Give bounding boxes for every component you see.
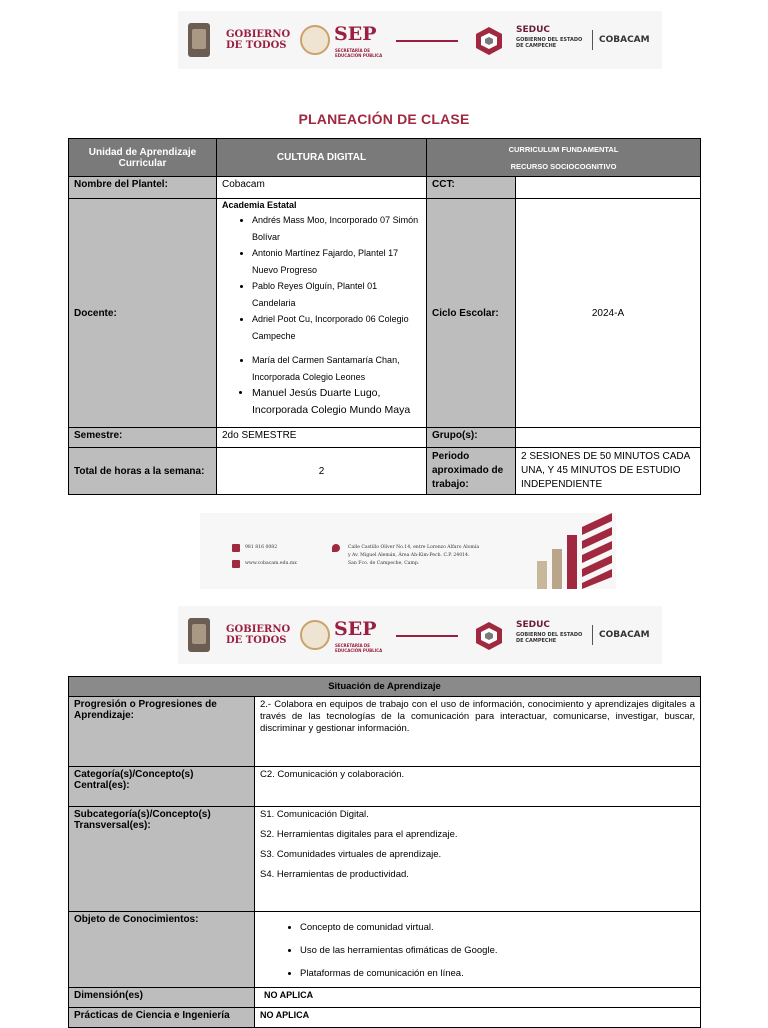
gobierno-de-todos-logo	[226, 29, 290, 51]
practicas-value: NO APLICA	[255, 1008, 701, 1028]
planeacion-table	[68, 138, 701, 495]
cobacam-text: COBACAM	[599, 35, 650, 45]
seduc-sub-line2: DE CAMPECHE	[516, 43, 557, 49]
dimension-value: NO APLICA	[255, 988, 701, 1008]
sep-logo-text: SEP	[334, 618, 377, 640]
semestre-label: Semestre:	[69, 428, 217, 448]
list-item: • Uso de las herramientas ofimáticas de Google.	[300, 939, 695, 962]
vertical-separator	[592, 30, 593, 50]
uac-value: CULTURA DIGITAL	[217, 139, 427, 177]
situacion-table	[68, 676, 701, 1028]
categoria-value: C2. Comunicación y colaboración.	[255, 767, 701, 807]
sep-emblem-logo	[300, 25, 330, 55]
docente-cell	[217, 199, 427, 428]
semestre-value: 2do SEMESTRE	[217, 428, 427, 448]
plantel-label: Nombre del Plantel:	[69, 177, 217, 199]
campeche-seal-logo	[188, 23, 210, 57]
list-item: • Andrés Mass Moo, Incorporado 07 Simón Bolívar	[252, 212, 421, 245]
seduc-sub-line1: GOBIERNO DEL ESTADO	[516, 632, 583, 638]
seduc-text: SEDUC	[516, 620, 551, 630]
gobierno-text: GOBIERNO	[226, 29, 291, 40]
seduc-logo-icon	[474, 26, 504, 56]
list-item: • Adriel Poot Cu, Incorporado 06 Colegio Campeche	[252, 311, 421, 344]
sep-sub-line1: SECRETARÍA DE	[335, 643, 370, 648]
grupo-label: Grupo(s):	[427, 428, 516, 448]
horas-value: 2	[217, 448, 427, 495]
gobierno-text: GOBIERNO	[226, 624, 291, 635]
curriculum-line1: CURRICULUM FUNDAMENTAL	[508, 144, 619, 154]
categoria-label: Categoría(s)/Concepto(s) Central(es):	[69, 767, 255, 807]
footer-address	[348, 544, 479, 568]
grupo-value	[516, 428, 701, 448]
sep-logo-text: SEP	[334, 23, 377, 45]
divider-line	[396, 40, 458, 42]
web-icon	[232, 560, 240, 568]
list-item: • Concepto de comunidad virtual.	[300, 916, 695, 939]
cct-label: CCT:	[427, 177, 516, 199]
gobierno-de-todos-logo	[226, 624, 290, 646]
list-item: S2. Herramientas digitales para el aprendizaje.	[260, 829, 458, 840]
list-item: • Antonio Martínez Fajardo, Plantel 17 Nuevo Progreso	[252, 245, 421, 278]
docente-label: Docente:	[69, 199, 217, 428]
footer-phone: 981 816 0082	[245, 545, 278, 550]
list-item: S3. Comunidades virtuales de aprendizaje.	[260, 849, 442, 860]
curriculum-line2: RECURSO SOCIOCOGNITIVO	[510, 161, 617, 171]
plantel-value: Cobacam	[217, 177, 427, 199]
sep-sub-line2: EDUCACIÓN PÚBLICA	[335, 53, 383, 58]
sep-subtitle	[335, 48, 382, 58]
seduc-sub-line2: DE CAMPECHE	[516, 638, 557, 644]
uac-label: Unidad de Aprendizaje Curricular	[69, 139, 217, 177]
campeche-seal-logo	[188, 618, 210, 652]
sep-emblem-logo	[300, 620, 330, 650]
page-title: PLANEACIÓN DE CLASE	[298, 111, 470, 127]
progresion-label: Progresión o Progresiones de Aprendizaje:	[69, 697, 255, 767]
cct-value	[516, 177, 701, 199]
ciclo-value: 2024-A	[516, 199, 701, 428]
academia-heading: Academia Estatal	[222, 200, 297, 210]
footer-web: www.cobacam.edu.mx	[245, 561, 297, 566]
progresion-value: 2.- Colabora en equipos de trabajo con el uso de información, conocimiento y aprendizajes digitales a través de las tecnologías de la comunicación para interactuar, comunicarse, investigar, buscar, discriminar y gestionar información.	[255, 697, 701, 767]
footer-banner	[200, 513, 616, 589]
phone-icon	[232, 544, 240, 552]
cobacam-text: COBACAM	[599, 630, 650, 640]
address-line3: San Fco. de Campeche, Camp.	[348, 561, 420, 566]
seduc-subtitle	[516, 37, 582, 49]
dimension-label: Dimensión(es)	[69, 988, 255, 1008]
subcategoria-cell	[255, 807, 701, 912]
sep-sub-line1: SECRETARÍA DE	[335, 48, 370, 53]
address-line2: y Av. Miguel Alemán, Área Ah-Kim-Pech. C.P. 24014.	[348, 553, 470, 558]
vertical-separator	[592, 625, 593, 645]
ciclo-label: Ciclo Escolar:	[427, 199, 516, 428]
seduc-text: SEDUC	[516, 25, 551, 35]
seduc-sub-line1: GOBIERNO DEL ESTADO	[516, 37, 583, 43]
periodo-value: 2 SESIONES DE 50 MINUTOS CADA UNA, Y 45 MINUTOS DE ESTUDIO INDEPENDIENTE	[516, 448, 701, 495]
de-todos-text: DE TODOS	[226, 40, 287, 51]
address-line1: Calle Castillo Oliver No.14, entre Lorenzo Alfaro Alomía	[348, 545, 480, 550]
docente-list	[222, 212, 421, 419]
list-item: • María del Carmen Santamaría Chan, Incorporada Colegio Leones	[252, 352, 421, 385]
subcategoria-label: Subcategoría(s)/Concepto(s) Transversal(es):	[69, 807, 255, 912]
seduc-logo-icon	[474, 621, 504, 651]
horas-label: Total de horas a la semana:	[69, 448, 217, 495]
divider-line	[396, 635, 458, 637]
header-banner	[178, 11, 662, 69]
location-pin-icon	[332, 544, 340, 552]
periodo-label: Periodo aproximado de trabajo:	[427, 448, 516, 495]
curriculum-cell	[427, 139, 701, 177]
header-banner-2	[178, 606, 662, 664]
list-item: • Manuel Jesús Duarte Lugo, Incorporada Colegio Mundo Maya	[252, 385, 421, 419]
list-item: • Plataformas de comunicación en línea.	[300, 962, 695, 985]
sep-subtitle	[335, 643, 382, 653]
seduc-subtitle	[516, 632, 582, 644]
practicas-label: Prácticas de Ciencia e Ingeniería	[69, 1008, 255, 1028]
objeto-cell	[255, 912, 701, 988]
objeto-list	[260, 916, 695, 985]
situacion-header: Situación de Aprendizaje	[69, 677, 701, 697]
list-item: S1. Comunicación Digital.	[260, 809, 369, 820]
objeto-label: Objeto de Conocimientos:	[69, 912, 255, 988]
de-todos-text: DE TODOS	[226, 635, 287, 646]
sep-sub-line2: EDUCACIÓN PÚBLICA	[335, 648, 383, 653]
stripe-graphic	[582, 513, 616, 589]
list-item: S4. Herramientas de productividad.	[260, 869, 409, 880]
list-item: • Pablo Reyes Olguín, Plantel 01 Candelaria	[252, 278, 421, 311]
